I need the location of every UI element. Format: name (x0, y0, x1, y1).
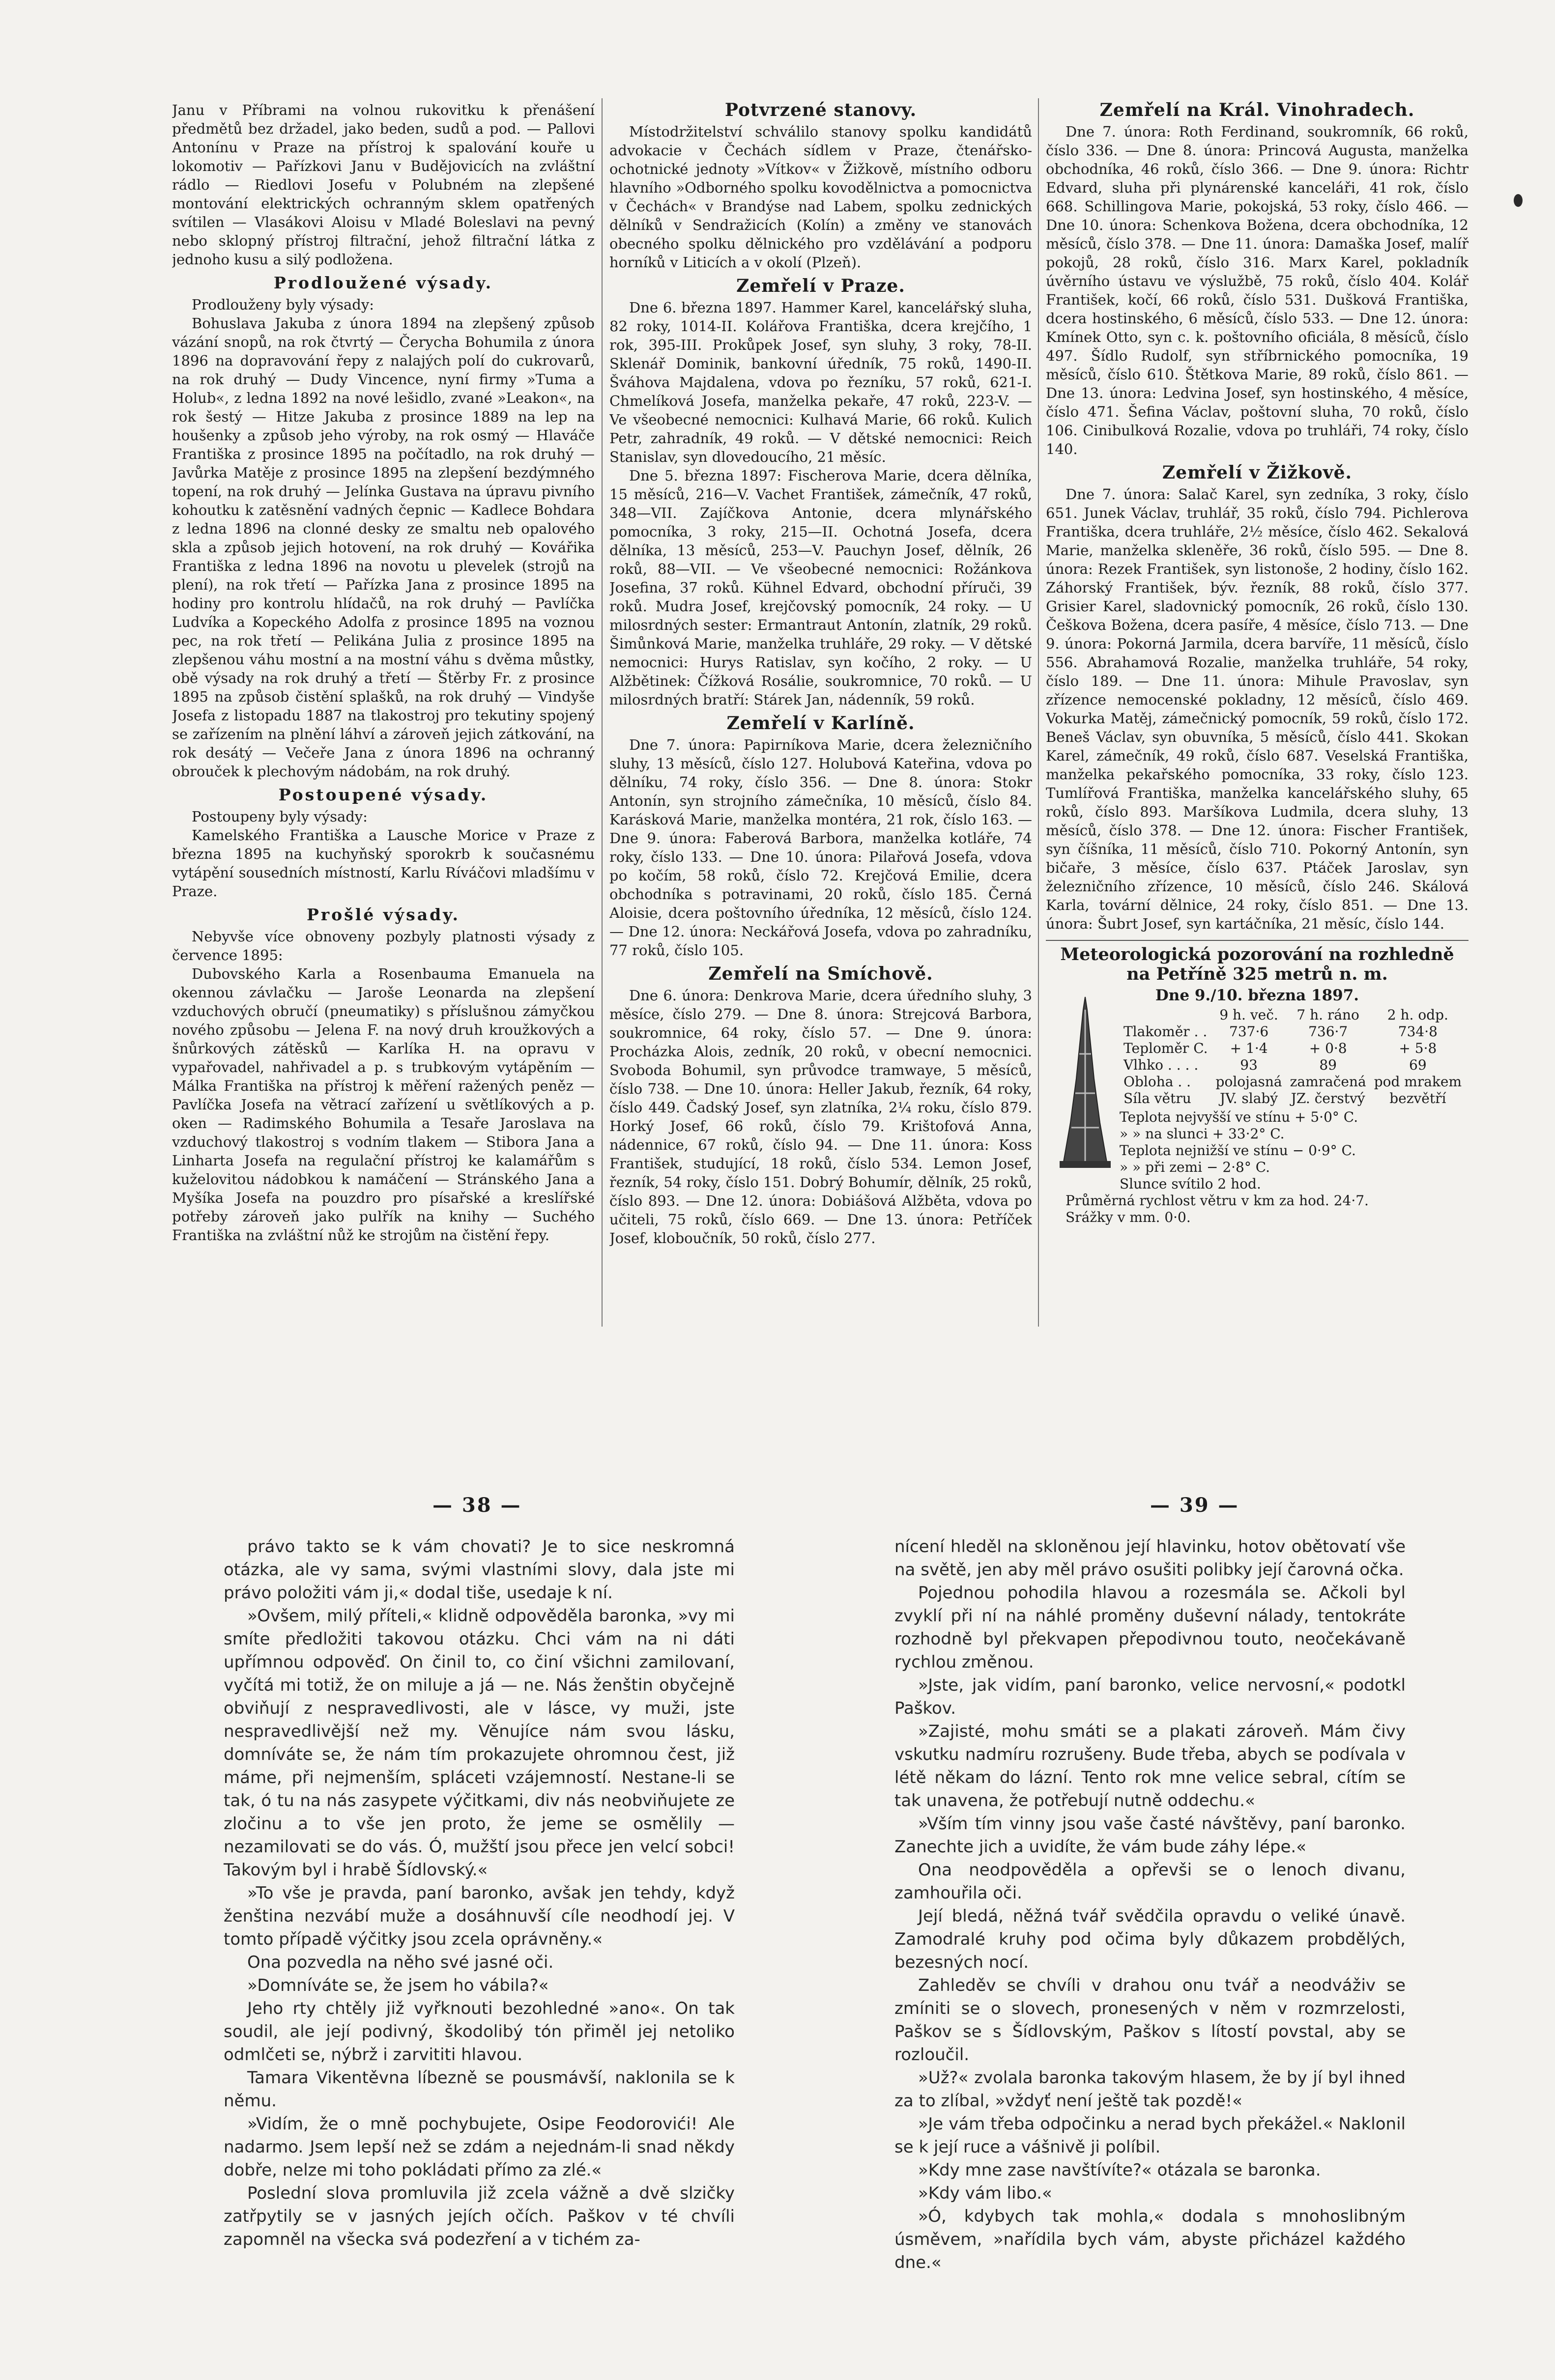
meteo-row (1120, 1040, 1466, 1057)
prodl-text: Bohuslava Jakuba z února 1894 na zlepšený způsob vázání snopů, na rok čtvrtý — Čerycha Bohumila z února 1896 na dopravování řepy z nalajých polí do cukrovarů, na rok druhý — Dudy Vincence, nyní firmy »Tuma a Holub«, z ledna 1892 na nové lešidlo, zvané »Leakon«, na rok šestý — Hitze Jakuba z prosince 1889 na lep na houšenky a způsob jeho výroby, na rok osmý — Hlaváče Františka z prosince 1895 na počítadlo, na rok druhý — Javůrka Matěje z prosince 1895 na zlepšení bezdýmného topení, na rok druhý — Jelínka Gustava na úpravu pivního kohoutku k zatěsnění vadných čepnic — Kadlece Bohdara z ledna 1896 na clonné desky ze smaltu neb opalového skla a způsob jejich hotovení, na rok druhý — Kovářika Františka z ledna 1896 na novotu u plevelek (strojů na plení), na rok třetí — Pařízka Jana z prosince 1895 na hodiny pro kontrolu hlídačů, na rok druhý — Pavlíčka Ludvíka a Kopeckého Adolfa z prosince 1895 na voznou pec, na rok třetí — Pelikána Julia z prosince 1895 na zlepšenou váhu mostní a na mostní váhu s dvěma můstky, obě výsady na rok druhý a třetí — Štěrby Fr. z prosince 1895 na způsob čistění splašků, na rok druhý — Vindyše Josefa z listopadu 1887 na tlakostroj pro tekutiny spojený se zařízením na plnění láhví a zároveň jejich zátkování, na rok desátý — Večeře Jana z února 1896 na ochranný obrouček k plechovým nádobám, na rok druhý. (172, 315, 595, 780)
meteo-row-label: Obloha . . (1123, 1074, 1191, 1090)
novel-paragraph: »Jste, jak vidím, paní baronko, velice nervosní,« podotkl Paškov. (894, 1675, 1406, 1718)
novel-paragraph: »Kdy vám libo.« (918, 2183, 1052, 2203)
karlin-text: Dne 7. února: Papirníkova Marie, dcera železničního sluhy, 13 měsíců, číslo 127. Holubová Kateřina, vdova po dělníku, 74 roky, číslo 356. — Dne 8. února: Stokr Antonín, syn strojního zámečníka, 10 měsíců, číslo 84. Karásková Marie, manželka montéra, 21 rok, číslo 163. — Dne 9. února: Faberová Barbora, manželka kotláře, 74 roky, číslo 133. — Dne 10. února: Pilařová Josefa, vdova po kočím, 58 roků, číslo 72. Krejčová Emilie, dcera obchodníka s potravinami, 20 roků, číslo 185. Černá Aloisie, dcera poštovního úředníka, 12 měsíců, číslo 124. — Dne 12. února: Neckářová Josefa, vdova po zahradníku, 77 roků, číslo 105. (609, 737, 1032, 959)
heading-zemreli-praha: Zemřelí v Praze. (736, 276, 905, 296)
meteo-title: Meteorologická pozorování na rozhledně na Petříně 325 metrů n. m. (1060, 944, 1454, 984)
novel-paragraph: Tamara Vikentěvna líbezně se pousmávší, naklonila se k němu. (224, 2068, 735, 2111)
novel-paragraph: »Zajisté, mohu smáti se a plakati zároveň. Mám čivy vskutku nadmíru rozrušeny. Bude třeba, abych se podívala v létě někam do lázní. Tento rok mne velice sebral, cítím se tak unavena, že potřebují nutně oddechu.« (894, 1722, 1406, 1811)
heading-zemreli-smichov: Zemřelí na Smíchově. (708, 963, 933, 984)
meteo-cell: JV. slabý (1220, 1090, 1278, 1106)
meteo-cell: 93 (1240, 1057, 1258, 1073)
meteo-row (1120, 1023, 1466, 1040)
meteo-row-label: Tlakoměr . . (1123, 1023, 1208, 1040)
novel-paragraph: »Ó, kdybych tak mohla,« dodala s mnohoslibným úsměvem, »nařídila bych vám, abyste přicházel každého dne.« (894, 2207, 1406, 2272)
novel-paragraph: právo takto se k vám chovati? Je to sice neskromná otázka, ale vy sama, svými vlastními slovy, dala jste mi právo položiti vám ji,« dodal tiše, usedaje k ní. (224, 1537, 735, 1603)
novel-paragraph: »Vidím, že o mně pochybujete, Osipe Feodorovići! Ale nadarmo. Jsem lepší než se zdám a nejednám-li snad někdy dobře, nelze mi toho pokládati přímo za zlé.« (224, 2114, 735, 2180)
zizkov-text: Dne 7. února: Salač Karel, syn zedníka, 3 roky, číslo 651. Junek Václav, truhlář, 35 roků, číslo 794. Pichlerova Františka, dcera truhláře, 2½ měsíce, číslo 462. Sekalová Marie, manželka skleněře, 36 roků, číslo 595. — Dne 8. února: Rezek František, syn listonoše, 2 hodiny, číslo 162. Záhorský František, býv. řezník, 88 roků, číslo 377. Grisier Karel, sladovnický pomocník, 26 roků, číslo 130. Češkova Božena, dcera pasíře, 4 měsíce, číslo 713. — Dne 9. února: Pokorná Jarmila, dcera barvíře, 11 měsíců, číslo 556. Abrahamová Rozalie, manželka truhláře, 54 roky, číslo 189. — Dne 11. února: Mihule Pravoslav, syn zřízence nemocenské pokladny, 12 měsíců, číslo 469. Vokurka Matěj, zámečnický pomocník, 59 roků, číslo 172. Beneš Václav, syn obuvníka, 5 měsíců, číslo 441. Skokan Karel, zámečník, 49 roků, číslo 687. Veselská Františka, manželka pekařského pomocníka, 33 roky, číslo 123. Tumlířová Františka, manželka kancelářského sluhy, 65 roků, číslo 893. Maršíkova Ludmila, dcera sluhy, 13 měsíců, číslo 378. — Dne 12. února: Fischer František, syn číšníka, 11 měsíců, číslo 710. Pokorný Antonín, syn bičaře, 3 měsíce, číslo 637. Ptáček Jaroslav, syn železničního zřízence, 10 měsíců, číslo 246. Skálová Karla, tovární dělnice, 24 roky, číslo 851. — Dne 13. února: Šubrt Josef, syn kartáčníka, 21 měsíc, číslo 144. (1046, 486, 1469, 932)
prodl-lead: Prodlouženy byly výsady: (192, 296, 374, 313)
heading-zemreli-karlin: Zemřelí v Karlíně. (726, 713, 915, 734)
meteo-col-head: 2 h. odp. (1387, 1007, 1448, 1023)
meteo-row (1120, 1074, 1466, 1090)
novel-paragraph: »Vším tím vinny jsou vaše časté návštěvy, paní baronko. Zanechte jich a uvidíte, že vám bude záhy lépe.« (894, 1814, 1406, 1857)
meteo-table (1120, 1007, 1466, 1107)
heading-prosle: Prošlé výsady. (306, 905, 461, 924)
meteo-extra-line: » » při zemi − 2·8° C. (1120, 1159, 1270, 1175)
novel-paragraph: »Už?« zvolala baronka takovým hlasem, že by jí byl ihned za to zlíbal, »vždyť není ještě tak pozdě!« (894, 2068, 1406, 2111)
novel-paragraph: nícení hleděl na skloněnou její hlavinku, hotov obětovatí vše na světě, jen aby měl právo osušiti polibky její čarovná očka. (894, 1537, 1406, 1580)
novel-paragraph: Ona neodpověděla a opřevši se o lenoch divanu, zamhouřila oči. (894, 1860, 1406, 1903)
meteo-cell: polojasná (1215, 1074, 1282, 1090)
page-number-right: — 39 — (1150, 1494, 1239, 1517)
meteo-table-wrap (1120, 1007, 1469, 1192)
novel-right-page (894, 1535, 1406, 2272)
petrin-tower-illustration (1056, 995, 1115, 1172)
meteo-col-head: 7 h. ráno (1296, 1007, 1359, 1023)
patents-intro: Janu v Příbrami na volnou rukovitku k přenášení předmětů bez držadel, jako beden, sudů a pod. — Pallovi Antonínu v Praze na přístroj k spalování kouře u lokomotiv — Pařízkovi Janu v Budějovicích na zvláštní rádlo — Riedlovi Josefu v Polubném na zlepšené montování elektrických ochranným sklem opatřených svítilen — Vlasákovi Aloisu v Mladé Boleslavi na pevný nebo sklopný přístroj filtrační, jehož filtrační látka z jednoho kusu a silý podložena. (172, 102, 595, 268)
meteo-cell: + 0·8 (1309, 1040, 1347, 1056)
meteo-cell: + 5·8 (1399, 1040, 1437, 1056)
meteo-cell: 69 (1409, 1057, 1427, 1073)
meteo-cell: bezvětří (1389, 1090, 1446, 1106)
meteo-cell: 734·8 (1398, 1023, 1438, 1040)
meteo-cell: pod mrakem (1374, 1074, 1462, 1090)
heading-zemreli-zizkov: Zemřelí v Žižkově. (1162, 462, 1353, 483)
column-divider-2 (1038, 98, 1039, 1327)
meteo-row-label: Síla větru (1123, 1090, 1191, 1106)
meteo-header-row (1120, 1007, 1466, 1023)
meteo-cell: 89 (1319, 1057, 1337, 1073)
meteo-row-label: Vlhko . . . . (1123, 1057, 1199, 1073)
column-divider-1 (602, 98, 603, 1327)
heading-zemreli-vinohrady: Zemřelí na Král. Vinohradech. (1099, 100, 1415, 120)
novel-paragraph: Jeho rty chtěly již vyřknouti bezohledné »ano«. On tak soudil, ale její podivný, škodolibý tón přiměl jej netoliko odmlčeti se, nýbrž i zarvititi hlavou. (224, 1999, 735, 2065)
meteo-extra (1120, 1109, 1469, 1192)
heading-prodlouzene: Prodloužené výsady. (273, 273, 493, 292)
novel-paragraph: »Ovšem, milý příteli,« klidně odpověděla baronka, »vy mi smíte předložiti takovou otázku. Chci vám na ni dáti upřímnou odpověď. On činil to, co činí všichni zamilovaní, vyčítá mi totiž, že on miluje a já — ne. Nás ženštin obyčejně obviňují z nespravedlivosti, ale v lásce, vy muži, jste nespravedlivější než my. Věnujíce nám svou lásku, domníváte se, že nám tím prokazujete ohromnou čest, již máme, při nejmenším, spláceti vzájemností. Nestane-li se tak, ó tu na nás zasypete výčitkami, div nás neobviňujete ze zločinu a to vše jen proto, že jeme se osmělily — nezamilovati se do vás. Ó, mužští jsou přece jen velcí sobci! Takovým byl i hrabě Šídlovský.« (224, 1606, 735, 1880)
meteo-extra-bottom (1065, 1192, 1469, 1226)
praha-p1: Dne 6. března 1897. Hammer Karel, kancelářský sluha, 82 roky, 1014-II. Kolářova Františka, dcera krejčího, 1 rok, 395-III. Prokůpek Josef, syn sluhy, 3 roky, 78-II. Sklenář Dominik, bankovní úředník, 75 roků, 1490-II. Šváhova Majdalena, vdova po řezníku, 57 roků, 621-I. Chmelíková Josefa, manželka pekaře, 47 roků, 223-V. — Ve všeobecné nemocnici: Kulhavá Marie, 66 roků. Kulich Petr, zahradník, 49 roků. — V dětské nemocnici: Reich Stanislav, syn dlovedoucího, 21 měsíc. (609, 299, 1032, 465)
meteo-cell: + 1·4 (1230, 1040, 1268, 1056)
meteo-cell: 736·7 (1308, 1023, 1348, 1040)
meteo-date: Dne 9./10. března 1897. (1155, 987, 1359, 1004)
meteo-extra-line: Teplota nejvyšší ve stínu + 5·0° C. (1120, 1109, 1358, 1125)
column-2 (609, 96, 1032, 1329)
meteo-cell: 737·6 (1229, 1023, 1269, 1040)
praha-p2: Dne 5. března 1897: Fischerova Marie, dcera dělníka, 15 měsíců, 216—V. Vachet František, zámečník, 47 roků, 348—VII. Zajíčkova Antonie, dcera mlynářského pomocníka, 3 roky, 215—II. Ochotná Josefa, dcera dělníka, 13 měsíců, 253—V. Pauchyn Josef, dělník, 26 roků, 88—VII. — Ve všeobecné nemocnici: Rožánkova Josefina, 37 roků. Kühnel Edvard, obchodní příruči, 39 roků. Mudra Josef, krejčovský pomocník, 24 roky. — U milosrdných sester: Ermantraut Antonín, zlatník, 29 roků. Šimůnková Marie, manželka truhláře, 29 roky. — V dětské nemocnici: Hurys Ratislav, syn kočího, 2 roky. — U Alžbětinek: Čížková Rosálie, soukromnice, 70 roků. — U milosrdných bratří: Stárek Jan, nádenník, 59 roků. (609, 467, 1032, 708)
potvrz-text: Místodržitelství schválilo stanovy spolku kandidátů advokacie v Čechách sídlem v Praze, čtenářsko-ochotnické jednoty »Vítkov« v Žižkově, místního odboru hlavního »Odborného spolku kovodělnictva a pomocnictva v Čechách« v Brandýse nad Labem, spolku zednických dělníků v Sendražicích (Kolín) a změny ve stanovách obecného spolku dělnického pro vzdělávání a podporu horníků v Liticích a v okolí (Plzeň). (609, 123, 1032, 271)
meteo-extra-line: Teplota nejnižší ve stínu − 0·9° C. (1120, 1142, 1356, 1159)
meteo-col-head: 9 h. več. (1219, 1007, 1278, 1023)
column-1 (172, 101, 595, 1329)
novel-left-page (224, 1535, 735, 2249)
meteo-box (1046, 940, 1469, 1226)
heading-potvrzene-stanovy: Potvrzené stanovy. (724, 100, 917, 120)
novel-paragraph: Její bledá, něžná tvář svědčila opravdu o veliké únavě. Zamodralé kruhy pod očima byly důkazem probdělých, bezesných nocí. (894, 1906, 1406, 1972)
meteo-row (1120, 1057, 1466, 1074)
meteo-extra-line: Srážky v mm. 0·0. (1065, 1209, 1191, 1225)
column-3 (1046, 96, 1469, 1334)
binding-hole-mark (1514, 194, 1523, 207)
page-number-left: — 38 — (432, 1494, 522, 1517)
meteo-extra-line: Slunce svítilo 2 hod. (1120, 1176, 1261, 1192)
novel-paragraph: »Domníváte se, že jsem ho vábila?« (247, 1976, 549, 1995)
meteo-cell: zamračená (1290, 1074, 1366, 1090)
meteo-extra-line: Průměrná rychlost větru v km za hod. 24·7. (1065, 1192, 1369, 1209)
novel-paragraph: »Kdy mne zase navštívíte?« otázala se baronka. (918, 2160, 1321, 2180)
prosle-lead: Nebyvše více obnoveny pozbyly platnosti výsady z července 1895: (172, 928, 595, 963)
post-lead: Postoupeny byly výsady: (192, 808, 368, 825)
novel-paragraph: Pojednou pohodila hlavou a rozesmála se. Ačkoli byl zvyklí při ní na náhlé proměny duševní nálady, tentokráte rozhodně byl překvapen přepodivnou touto, neočekávaně rychlou změnou. (894, 1583, 1406, 1672)
prosle-text: Dubovského Karla a Rosenbauma Emanuela na okennou závlačku — Jaroše Leonarda na zlepšení vzduchových obručí (pneumatiky) s příslušnou zámyčkou nového způsobu — Jelena F. na nový druh kroužkových a šnůrkových zátěsků — Karlíka H. na opravu v vypařovadel, nahřivadel a p. s trubkovým vytápěním — Málka Františka na přístroj k měření ražených peněz — Pavlíčka Josefa na větrací zařízení u světlíkových a p. oken — Radimského Bohumila a Tesaře Jaroslava na vzduchový tlakostroj s vodním tlakem — Stibora Jana a Linharta Josefa na regulační přístroj ke kalamářům s kuželovitou nádobkou k namáčení — Stránského Jana a Myšíka Josefa na pouzdro pro písařské a kreslířské potřeby zároveň jako pulřík na knihy — Suchého Františka na zvláštní nůž ke strojům na čistění řepy. (172, 965, 595, 1244)
novel-paragraph: Poslední slova promluvila již zcela vážně a dvě slzičky zatřpytily se v jasných jejích očích. Paškov v té chvíli zapomněl na všecka svá podezření a v tichém za- (224, 2183, 735, 2249)
novel-paragraph: Ona pozvedla na něho své jasné oči. (247, 1953, 554, 1972)
vinohrady-text: Dne 7. února: Roth Ferdinand, soukromník, 66 roků, číslo 336. — Dne 8. února: Princová Augusta, manželka obchodníka, 46 roků, číslo 366. — Dne 9. února: Richtr Edvard, sluha při plynárenské kanceláři, 41 rok, číslo 668. Schillingova Marie, pokojská, 53 roky, číslo 466. — Dne 10. února: Schenkova Božena, dcera obchodníka, 12 měsíců, číslo 378. — Dne 11. února: Damaška Josef, malíř pokojů, 28 roků, číslo 316. Marx Karel, pokladník úvěrního ústavu ve výslužbě, 75 roků, číslo 404. Kolář František, kočí, 66 roků, číslo 531. Dušková Františka, dcera hostinského, 6 měsíců, číslo 533. — Dne 12. února: Kmínek Otto, syn c. k. poštovního oficiála, 8 měsíců, číslo 497. Šídlo Rudolf, syn stříbrnického pomocníka, 19 měsíců, číslo 610. Štětkova Marie, 89 roků, číslo 861. — Dne 13. února: Ledvina Josef, syn hostinského, 4 měsíce, číslo 471. Šefina Václav, poštovní sluha, 70 roků, číslo 106. Cinibulková Rozalie, vdova po truhláři, 74 roky, číslo 140. (1046, 123, 1469, 457)
meteo-row (1120, 1090, 1466, 1107)
novel-paragraph: Zahleděv se chvíli v drahou onu tvář a neodváživ se zmíniti se o slovech, pronesených v něm v rozmrzelosti, Paškov se s Šídlovským, Paškov s lítostí povstal, aby se rozloučil. (894, 1976, 1406, 2065)
post-text: Kamelského Františka a Lausche Morice v Praze z března 1895 na kuchyňský sporokrb k současnému vytápění sousedních místností, Karlu Ríváčovi mladšímu v Praze. (172, 827, 595, 900)
meteo-row-label: Teploměr C. (1123, 1040, 1208, 1056)
novel-paragraph: »To vše je pravda, paní baronko, avšak jen tehdy, když ženština nezvábí muže a dosáhnuvší cíle neodhodí jej. V tomto případě výčitky jsou zcela oprávněny.« (224, 1883, 735, 1949)
meteo-extra-line: » » na slunci + 33·2° C. (1120, 1126, 1285, 1142)
heading-postoupene: Postoupené výsady. (278, 785, 489, 804)
novel-paragraph: »Je vám třeba odpočinku a nerad bych překážel.« Naklonil se k její ruce a vášnivě ji políbil. (894, 2114, 1406, 2157)
smichov-text: Dne 6. února: Denkrova Marie, dcera úředního sluhy, 3 měsíce, číslo 279. — Dne 8. února: Strejcová Barbora, soukromnice, 64 roky, číslo 57. — Dne 9. února: Procházka Alois, zedník, 20 roků, v obecní nemocnici. Svoboda Bohumil, syn průvodce tramwaye, 5 měsíců, číslo 738. — Dne 10. února: Heller Jakub, řezník, 64 roky, číslo 449. Čadský Josef, syn zlatníka, 2¼ roku, číslo 879. Horký Josef, 66 roků, číslo 79. Krištofová Anna, nádennice, 67 roků, číslo 94. — Dne 11. února: Koss František, studující, 18 roků, číslo 534. Lemon Josef, řezník, 54 roky, číslo 151. Dobrý Bohumír, dělník, 25 roků, číslo 893. — Dne 12. února: Dobiášová Alžběta, vdova po učiteli, 75 roků, číslo 669. — Dne 13. února: Petříček Josef, kloboučník, 50 roků, číslo 277. (609, 987, 1032, 1247)
meteo-cell: JZ. čerstvý (1291, 1090, 1365, 1106)
